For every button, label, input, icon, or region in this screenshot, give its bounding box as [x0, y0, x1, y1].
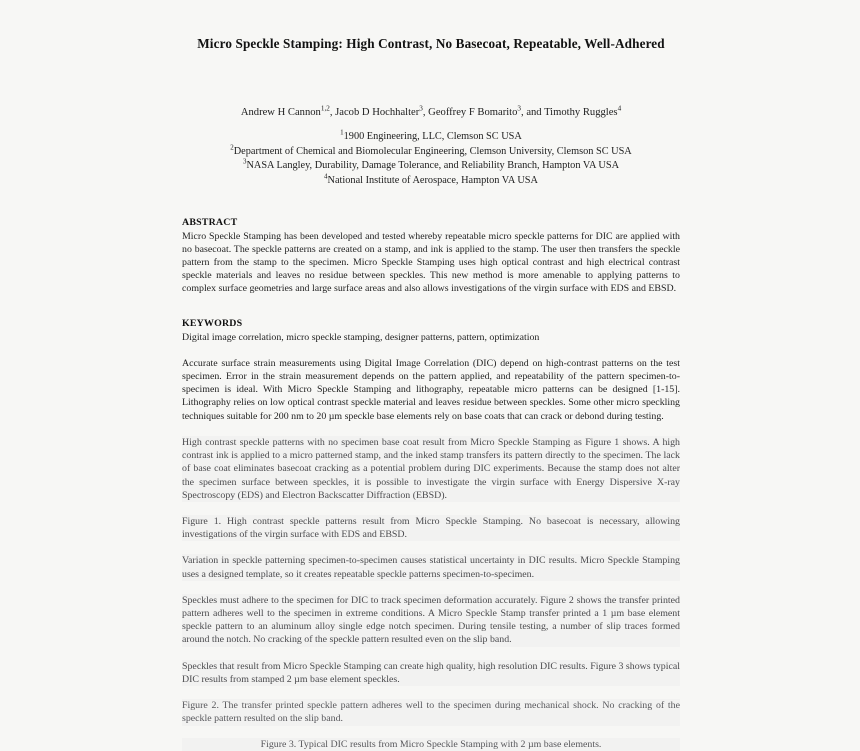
author-name-2: , Jacob D Hochhalter	[329, 106, 420, 118]
affiliation-marker-2: 2	[230, 143, 234, 152]
affiliation-text-4: National Institute of Aerospace, Hampton VA USA	[327, 175, 538, 187]
affiliation-marker-4: 4	[324, 172, 328, 181]
affiliation-1	[182, 130, 680, 145]
figure-2-caption: Figure 2. The transfer printed speckle pattern adheres well to the specimen during mechanical shock. No cracking of the speckle pattern resulted on the slip band.	[182, 700, 680, 725]
paragraph-variation: Variation in speckle patterning specimen-to-specimen causes statistical uncertainty in DIC results. Micro Speckle Stamping uses a designed template, so it creates repeatable speckle patterns specimen-to-specimen.	[182, 555, 680, 580]
abstract-section	[182, 189, 680, 296]
keywords-heading: KEYWORDS	[182, 317, 243, 329]
authors-line	[182, 53, 680, 120]
figure-1-caption: Figure 1. High contrast speckle patterns result from Micro Speckle Stamping. No basecoat is necessary, allowing investigations of the virgin surface with EDS and EBSD.	[182, 515, 680, 541]
author-affil-marker-3: 3	[517, 103, 522, 112]
author-name-3: , Geoffrey F Bomarito	[422, 106, 518, 118]
author-affil-marker-1: 1,2	[320, 103, 330, 112]
affiliation-4	[182, 174, 680, 189]
author-name-4: , and Timothy Ruggles	[521, 106, 618, 118]
affiliation-3	[182, 159, 680, 174]
affiliation-2	[182, 145, 680, 160]
author-affil-marker-2: 3	[419, 103, 423, 112]
author-name-1: Andrew H Cannon	[240, 106, 321, 118]
affiliation-text-3: NASA Langley, Durability, Damage Tolerance, and Reliability Branch, Hampton VA USA	[246, 160, 620, 172]
text-column	[182, 0, 680, 751]
affiliation-marker-3: 3	[242, 158, 247, 167]
affiliation-text-2: Department of Chemical and Biomolecular Engineering, Clemson University, Clemson SC USA	[233, 145, 632, 157]
affiliation-text-1: 1900 Engineering, LLC, Clemson SC USA	[343, 131, 522, 143]
keywords-section	[182, 318, 680, 344]
page-title: Micro Speckle Stamping: High Contrast, No Basecoat, Repeatable, Well-Adhered	[197, 36, 665, 51]
paragraph-high-contrast: High contrast speckle patterns with no specimen base coat result from Micro Speckle Stamping as Figure 1 shows. A high contrast ink is applied to a micro patterned stamp, and the inked stamp transfers its pattern directly to the specimen. The lack of base coat eliminates basecoat cracking as a potential problem during DIC experiments. Because the stamp does not alter the specimen surface between speckles, it is possible to investigate the virgin surface with Energy Dispersive X-ray Spectroscopy (EDS) and Electron Backscatter Diffraction (EBSD).	[182, 436, 680, 501]
abstract-body: Micro Speckle Stamping has been developed and tested whereby repeatable micro speckle patterns for DIC are applied with no basecoat. The speckle patterns are created on a stamp, and ink is applied to the stamp. The user then transfers the speckle pattern from the stamp to the specimen. Micro Speckle Stamping uses high optical contrast and high electrical contrast speckle materials and leaves no residue between speckles. This new method is more amenable to applying patterns to complex surface geometries and large surface areas and also allows investigations of the virgin surface with EDS and EBSD.	[182, 230, 680, 295]
affiliations-block	[182, 119, 680, 188]
keywords-body: Digital image correlation, micro speckle stamping, designer patterns, pattern, optimization	[182, 331, 540, 343]
author-affil-marker-4: 4	[617, 103, 622, 112]
paragraph-adhesion: Speckles must adhere to the specimen for DIC to track specimen deformation accurately. Figure 2 shows the transfer printed pattern adheres well to the specimen in extreme conditions. A Micro Speckle Stamp transfer printed a 1 µm base element speckle pattern to an aluminum alloy single edge notch specimen. During tensile testing, a number of slip traces formed around the notch. No cracking of the speckle pattern resulted even on the slip band.	[182, 594, 680, 646]
figure-3-caption: Figure 3. Typical DIC results from Micro Speckle Stamping with 2 µm base elements.	[182, 738, 680, 751]
paragraph-intro: Accurate surface strain measurements using Digital Image Correlation (DIC) depend on high-contrast patterns on the test specimen. Error in the strain measurement depends on the pattern applied, and repeatability of the pattern specimen-to-specimen is ideal. With Micro Speckle Stamping and lithography, repeatable micro patterns can be designed [1-15]. Lithography relies on low optical contrast speckle material and leaves residue between speckles. Some other micro speckling techniques suitable for 200 nm to 20 µm speckle base elements rely on base coats that can crack or debond during testing.	[182, 357, 680, 422]
affiliation-marker-1: 1	[340, 128, 344, 137]
abstract-heading: ABSTRACT	[182, 216, 238, 228]
paragraph-results: Speckles that result from Micro Speckle Stamping can create high quality, high resolution DIC results. Figure 3 shows typical DIC results from stamped 2 µm base element speckles.	[182, 660, 680, 685]
